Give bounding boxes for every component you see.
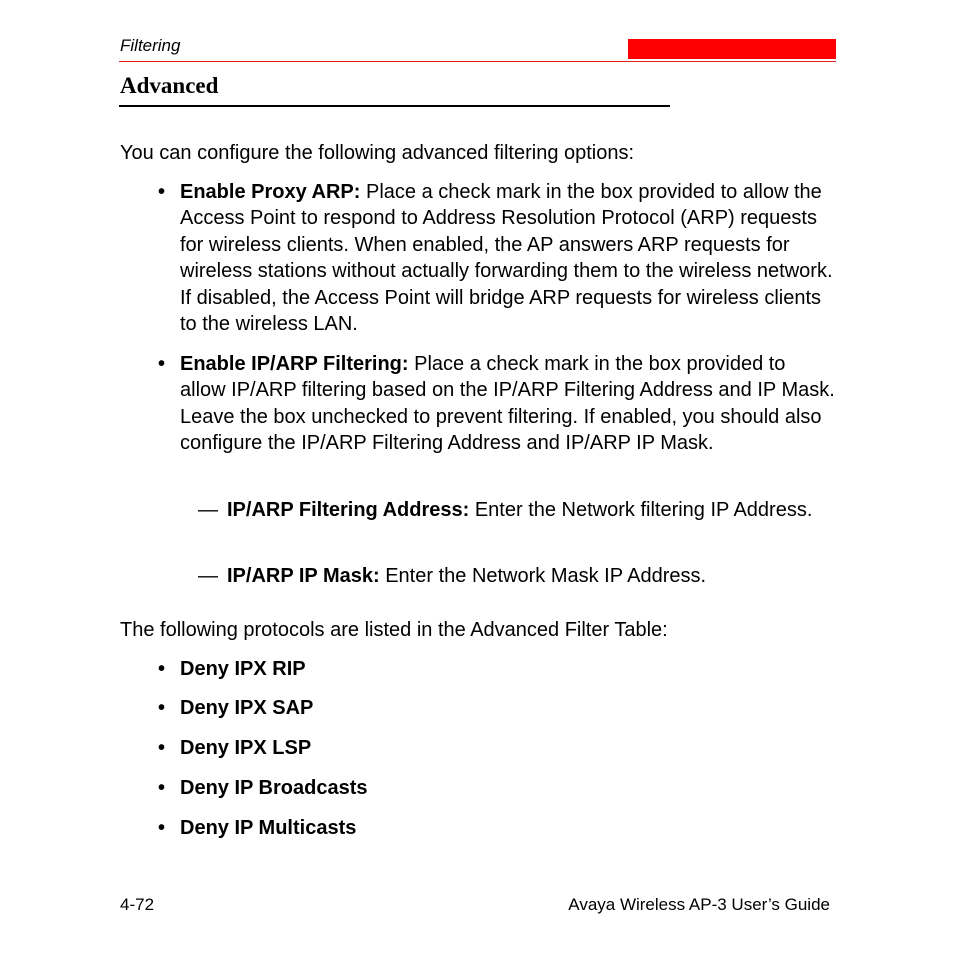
sub-option-ip-mask [227,563,817,589]
option-term: Enable Proxy ARP: [180,181,361,203]
protocol-item: Deny IP Broadcasts [180,777,368,799]
running-header: Filtering [120,36,181,55]
em-dash-icon: — [198,499,218,521]
option-description: Place a check mark in the box provided to allow the Access Point to respond to Address Resolution Protocol (ARP) requests for wireless clients. When enabled, the AP answers ARP requests for wireless stations without actually forwarding them to the wireless network. If disabled, the Access Point will bridge ARP requests for wireless clients to the wireless LAN. [180,181,833,336]
sub-option-term: IP/ARP IP Mask: [227,565,380,587]
option-item-proxy-arp [180,179,835,337]
protocol-item: Deny IP Multicasts [180,817,357,839]
sub-option-term: IP/ARP Filtering Address: [227,499,470,521]
bullet-icon: • [158,777,166,799]
option-term: Enable IP/ARP Filtering: [180,353,409,375]
heading-underline [119,105,670,107]
sub-option-description: Enter the Network Mask IP Address. [385,565,707,587]
guide-title: Avaya Wireless AP-3 User’s Guide [568,895,830,914]
protocols-intro: The following protocols are listed in the Advanced Filter Table: [120,619,668,641]
bullet-icon: • [158,353,166,375]
bullet-icon: • [158,817,166,839]
header-rule [119,61,836,62]
protocol-item: Deny IPX SAP [180,697,314,719]
bullet-icon: • [158,181,166,203]
protocol-item: Deny IPX LSP [180,737,312,759]
section-heading: Advanced [120,73,219,98]
bullet-icon: • [158,737,166,759]
em-dash-icon: — [198,565,218,587]
page-number: 4-72 [120,895,155,914]
header-accent-bar [628,39,836,59]
protocol-item: Deny IPX RIP [180,658,306,680]
option-item-ip-arp-filtering [180,351,835,457]
bullet-icon: • [158,697,166,719]
sub-option-description: Enter the Network filtering IP Address. [474,499,813,521]
bullet-icon: • [158,658,166,680]
sub-option-filtering-address [227,497,817,523]
intro-paragraph: You can configure the following advanced filtering options: [120,142,635,164]
option-description: Place a check mark in the box provided to allow IP/ARP filtering based on the IP/ARP Filtering Address and IP Mask. Leave the box unchecked to prevent filtering. If enabled, you should also configure the IP/ARP Filtering Address and IP/ARP IP Mask. [180,353,835,455]
